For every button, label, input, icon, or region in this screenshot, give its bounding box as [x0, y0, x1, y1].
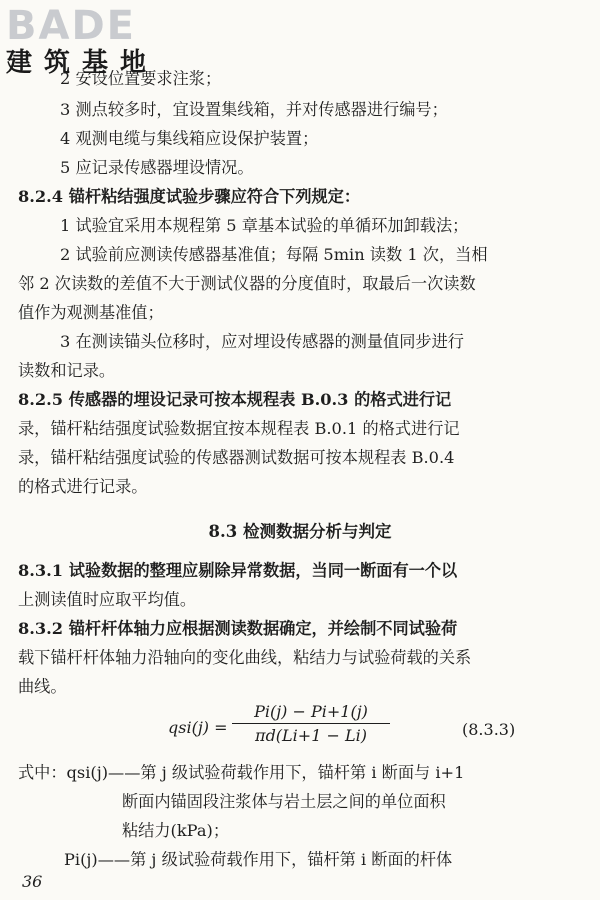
body-line: 录，锚杆粘结强度试验数据宜按本规程表 B.0.1 的格式进行记 [18, 419, 460, 438]
body-line: 曲线。 [18, 677, 67, 696]
body-line: 录，锚杆粘结强度试验的传感器测试数据可按本规程表 B.0.4 [18, 448, 455, 467]
body-line: 1 试验宜采用本规程第 5 章基本试验的单循环加卸载法； [60, 216, 469, 235]
body-line: 4 观测电缆与集线箱应设保护装置； [60, 129, 319, 148]
body-line: 2 安设位置要求注浆； [60, 69, 222, 88]
symbol-definition: Pi(j)——第 j 级试验荷载作用下，锚杆第 i 断面的杆体 [64, 850, 453, 869]
body-line: 5 应记录传感器埋设情况。 [60, 158, 254, 177]
equation-number: (8.3.3) [462, 720, 516, 739]
body-line: 3 在测读锚头位移时，应对埋设传感器的测量值同步进行 [60, 332, 464, 351]
clause-8-2-5: 8.2.5 传感器的埋设记录可按本规程表 B.0.3 的格式进行记 [18, 390, 452, 409]
formula-denominator: πd(Li+1 − Li) [255, 726, 367, 745]
logo-brand: BADE [6, 3, 136, 49]
body-line: 邻 2 次读数的差值不大于测试仪器的分度值时，取最后一次读数 [18, 274, 476, 293]
formula-fraction [232, 702, 390, 745]
formula-lhs: qsi(j) = [168, 718, 228, 737]
clause-8-2-4: 8.2.4 锚杆粘结强度试验步骤应符合下列规定： [18, 187, 361, 206]
body-line: 的格式进行记录。 [18, 477, 148, 496]
body-line: 值作为观测基准值； [18, 303, 164, 322]
logo-subtitle: 建筑基地 [6, 48, 159, 78]
clause-8-3-1: 8.3.1 试验数据的整理应剔除异常数据，当同一断面有一个以 [18, 561, 458, 580]
body-line: 粘结力(kPa)； [122, 821, 230, 840]
symbol-definition: 式中：qsi(j)——第 j 级试验荷载作用下，锚杆第 i 断面与 i+1 [18, 763, 465, 782]
body-line: 载下锚杆杆体轴力沿轴向的变化曲线，粘结力与试验荷载的关系 [18, 648, 472, 667]
body-line: 上测读值时应取平均值。 [18, 590, 197, 609]
section-heading-8-3: 8.3 检测数据分析与判定 [208, 522, 392, 541]
body-line: 读数和记录。 [18, 361, 116, 380]
body-line: 断面内锚固段注浆体与岩土层之间的单位面积 [122, 792, 446, 811]
clause-8-3-2: 8.3.2 锚杆杆体轴力应根据测读数据确定，并绘制不同试验荷 [18, 619, 458, 638]
body-line: 3 测点较多时，宜设置集线箱，并对传感器进行编号； [60, 100, 448, 119]
publisher-logo [6, 4, 176, 76]
body-line: 2 试验前应测读传感器基准值；每隔 5min 读数 1 次，当相 [60, 245, 488, 264]
page-number: 36 [22, 872, 43, 891]
formula-numerator: Pi(j) − Pi+1(j) [232, 702, 390, 724]
